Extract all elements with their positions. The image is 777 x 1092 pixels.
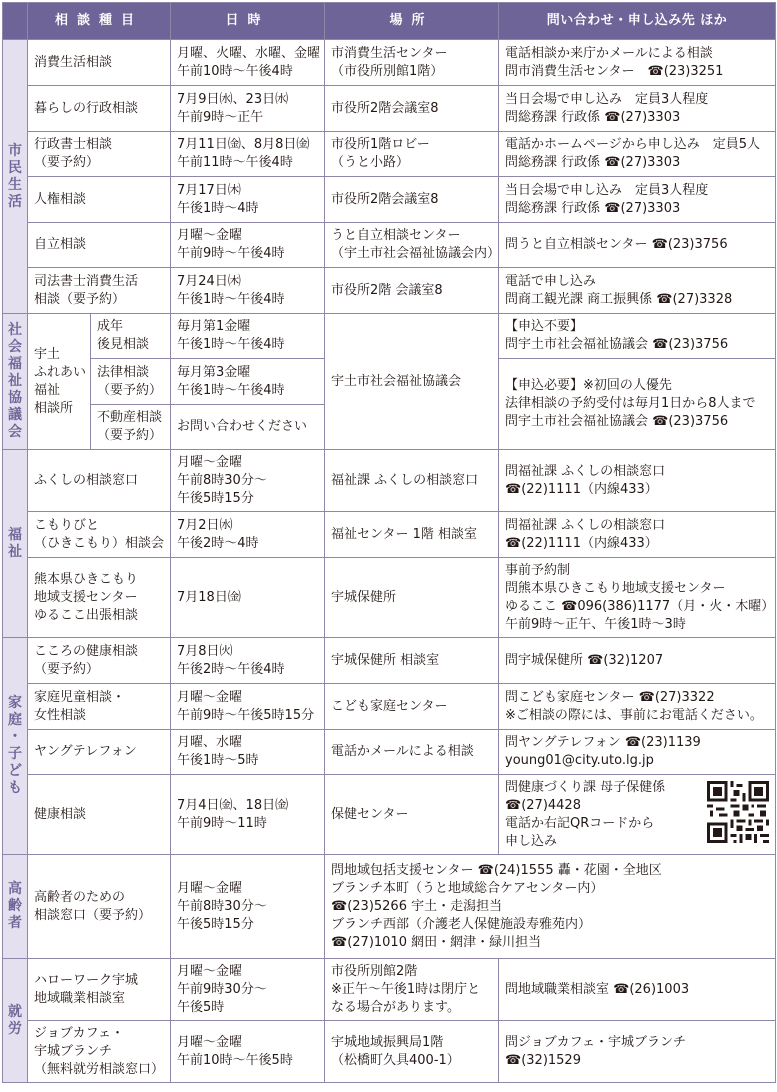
text-line: 7月24日㈭ (177, 273, 241, 289)
text-line: 午前9時～午後4時 (177, 246, 285, 261)
text-line: （要予約） (97, 382, 163, 398)
text-line: 午前9時～午後5時15分 (177, 707, 315, 723)
contact-cell (499, 512, 776, 558)
contact-cell (499, 177, 776, 223)
date-cell (171, 314, 325, 359)
text-line: 市役所別館2階 (331, 963, 418, 979)
text-line: なる場合があります。 (331, 999, 460, 1015)
text-line: 月曜、火曜、水曜、金曜 (177, 45, 321, 61)
text-line: 午後2時～午後4時 (177, 661, 285, 677)
header-date: 日時 (171, 3, 325, 40)
text-line: 福祉課 ふくしの相談窓口 (331, 472, 479, 488)
text-line: （要予約） (34, 155, 100, 170)
text-line: 事前予約制 (505, 562, 571, 578)
category-char: 市 (8, 142, 22, 159)
text-line: 午前10時～午後5時 (177, 1052, 293, 1068)
consultation-schedule (2, 2, 775, 1083)
text-line: 午後1時～午後4時 (177, 337, 285, 352)
category-char: 家 (8, 695, 22, 711)
date-cell (171, 959, 325, 1021)
text-line: 成年 (97, 319, 124, 334)
text-line: 午前10時～午後4時 (177, 63, 293, 79)
text-line: 法律相談 (97, 364, 150, 380)
place-cell (325, 558, 499, 638)
text-line: 問福祉課 ふくしの相談窓口 (505, 463, 666, 479)
table-row (3, 775, 776, 855)
text-line: 熊本県ひきこもり (34, 571, 139, 587)
text-line: お問い合わせください (177, 419, 308, 434)
text-line: 毎月第3金曜 (177, 364, 251, 380)
subject-cell (28, 132, 171, 177)
subject-cell (28, 512, 171, 558)
contact-cell (499, 40, 776, 86)
contact-cell (499, 450, 776, 512)
text-line: 7月11日㈮、8月8日㈮ (177, 137, 310, 152)
text-line: 月曜、水曜 (177, 735, 243, 750)
text-line: 午前8時30分～ (177, 898, 267, 914)
text-line: 午後1時～午後4時 (177, 382, 285, 398)
text-line: ハローワーク宇城 (34, 972, 139, 988)
text-line: 月曜～金曜 (177, 1034, 243, 1050)
text-line: 【申込不要】 (505, 319, 584, 334)
category-char: 協 (8, 390, 22, 406)
date-cell (171, 450, 325, 512)
table-row (3, 638, 776, 684)
text-line: 相談（要予約） (34, 291, 126, 307)
contact-cell (499, 314, 776, 359)
table-row (3, 223, 776, 268)
text-line: 問総務課 行政係 ☎(27)3303 (505, 155, 681, 170)
qr-code-icon[interactable] (707, 781, 769, 843)
text-line: 7月18日㈮ (177, 589, 241, 605)
text-line: 問市消費生活センター ☎(23)3251 (505, 63, 724, 79)
text-line: 市役所1階ロビー (331, 137, 430, 152)
text-line: 市役所2階会議室8 (331, 100, 439, 116)
place-cell (325, 314, 499, 450)
category-char: 社 (8, 322, 22, 338)
text-line: ふくしの相談窓口 (34, 472, 139, 488)
category-char: 者 (8, 915, 22, 931)
text-line: 月曜～金曜 (177, 689, 243, 705)
date-cell (171, 177, 325, 223)
subject-cell (91, 314, 171, 359)
text-line: 電話かホームページから申し込み 定員5人 (505, 137, 761, 152)
text-line: 午後5時 (177, 999, 225, 1015)
place-cell (325, 638, 499, 684)
date-cell (171, 512, 325, 558)
text-line: （うと小路） (331, 155, 410, 170)
text-line[interactable]: young01@city.uto.lg.jp (505, 753, 654, 768)
subject-cell (91, 405, 171, 450)
text-line: 午前11時～午後4時 (177, 155, 293, 170)
contact-cell (499, 132, 776, 177)
text-line: 女性相談 (34, 707, 87, 723)
subject-cell (28, 86, 171, 132)
text-line: 地域職業相談室 (34, 990, 126, 1006)
subject-cell (28, 855, 171, 959)
text-line: 【申込必要】※初回の人優先 (505, 378, 672, 393)
category-char: 労 (8, 1020, 22, 1037)
header-place: 場所 (325, 3, 499, 40)
text-line: 当日会場で申し込み 定員3人程度 (505, 182, 709, 198)
text-line: 午前9時～正午、午後1時～3時 (505, 616, 686, 632)
text-line: 問総務課 行政係 ☎(27)3303 (505, 200, 681, 216)
text-line: 電話相談か来庁かメールによる相談 (505, 45, 713, 61)
subject-cell (28, 450, 171, 512)
text-line: ※ご相談の際には、事前にお電話ください。 (505, 707, 763, 723)
text-line: 午前9時～11時 (177, 815, 267, 831)
text-line: ※正午～午後1時は閉庁と (331, 981, 481, 997)
text-line: 福祉 (34, 382, 61, 398)
category-char: 庭 (8, 712, 22, 728)
category-social-welfare-council (3, 314, 28, 450)
date-cell (171, 1021, 325, 1083)
date-cell (171, 40, 325, 86)
text-line: 電話で申し込み (505, 273, 597, 289)
contact-cell (499, 268, 776, 314)
contact-cell (499, 775, 776, 855)
category-family-children (3, 638, 28, 855)
text-line: ☎(27)4428 (505, 797, 581, 813)
date-cell (171, 405, 325, 450)
text-line: （市役所別館1階） (331, 63, 444, 79)
category-employment (3, 959, 28, 1083)
table-row (3, 86, 776, 132)
subject-cell (91, 359, 171, 405)
text-line: 電話か右記QRコードから (505, 815, 655, 831)
text-line: 不動産相談 (97, 410, 163, 425)
text-line: 7月9日㈬、23日㈬ (177, 91, 289, 107)
category-char: 祉 (8, 543, 22, 560)
text-line: （無料就労相談窓口） (34, 1061, 165, 1077)
text-line: 月曜～金曜 (177, 228, 243, 243)
place-cell (325, 1021, 499, 1083)
category-elderly (3, 855, 28, 959)
subject-cell (28, 638, 171, 684)
subject-cell (28, 268, 171, 314)
text-line: 市消費生活センター (331, 45, 448, 61)
place-cell (325, 40, 499, 86)
text-line: 問宇土市社会福祉協議会 ☎(23)3756 (505, 337, 729, 352)
text-line: ゆるここ ☎096(386)1177（月・火・木曜） (505, 598, 775, 614)
table-row (3, 512, 776, 558)
text-line: 自立相談 (34, 237, 87, 252)
table-row (3, 730, 776, 775)
place-cell (325, 730, 499, 775)
category-char: ・ (8, 729, 22, 745)
table-row (3, 177, 776, 223)
text-line: ヤングテレフォン (34, 744, 137, 759)
category-char: 活 (8, 193, 22, 210)
text-line: 相談所 (34, 400, 74, 416)
date-cell (171, 730, 325, 775)
text-line: 午後5時15分 (177, 490, 254, 506)
text-line: 問熊本県ひきこもり地域支援センター (505, 580, 726, 596)
date-cell (171, 775, 325, 855)
text-line: 申し込み (505, 833, 558, 849)
text-line: 午前8時30分～ (177, 472, 267, 488)
text-line: 暮らしの行政相談 (34, 100, 139, 116)
text-line: こもりびと (34, 517, 100, 533)
contact-cell (499, 730, 776, 775)
header-contact: 問い合わせ・申し込み先 ほか (499, 3, 776, 40)
text-line: 午後1時～4時 (177, 200, 259, 216)
text-line: 宇土市社会福祉協議会 (331, 373, 462, 389)
text-line: ジョブカフェ・ (34, 1025, 124, 1041)
text-line: こども家庭センター (331, 698, 448, 714)
table-row (3, 268, 776, 314)
contact-cell (499, 558, 776, 638)
text-line: （松橋町久具400-1） (331, 1052, 460, 1068)
text-line: 電話かメールによる相談 (331, 744, 474, 759)
contact-cell (499, 959, 776, 1021)
contact-cell (499, 638, 776, 684)
text-line: 福祉センター 1階 相談室 (331, 526, 478, 542)
subject-cell (28, 775, 171, 855)
text-line: うと自立相談センター (331, 228, 461, 243)
date-cell (171, 558, 325, 638)
place-cell (325, 132, 499, 177)
table-row (3, 558, 776, 638)
subject-cell (28, 1021, 171, 1083)
date-cell (171, 132, 325, 177)
contact-cell (499, 86, 776, 132)
text-line: 法律相談の予約受付は毎月1日から8人まで (505, 396, 756, 411)
text-line: ☎(23)5266 宇土・走潟担当 (331, 898, 503, 914)
text-line: （要予約） (34, 661, 100, 677)
place-cell (325, 512, 499, 558)
text-line: 高齢者のための (34, 889, 126, 905)
text-line: 問地域職業相談室 ☎(26)1003 (505, 981, 690, 997)
contact-cell (499, 684, 776, 730)
category-char: ど (8, 763, 22, 779)
date-cell (171, 223, 325, 268)
subject-cell (28, 730, 171, 775)
table-row (3, 1021, 776, 1083)
text-line: 宇城保健所 (331, 589, 397, 605)
text-line: （要予約） (97, 428, 163, 443)
text-line: 問ジョブカフェ・宇城ブランチ (505, 1034, 686, 1050)
table-row (3, 959, 776, 1021)
place-cell (325, 177, 499, 223)
contact-cell (499, 1021, 776, 1083)
contact-cell (499, 223, 776, 268)
fureai-group-label (28, 314, 91, 450)
text-line: 健康相談 (34, 806, 87, 822)
text-line: 宇城ブランチ (34, 1043, 113, 1059)
place-cell (325, 223, 499, 268)
subject-cell (28, 223, 171, 268)
category-char: 会 (8, 424, 22, 440)
text-line: ☎(22)1111（内線433） (505, 535, 658, 551)
text-line: 午前9時30分～ (177, 981, 267, 997)
date-cell (171, 684, 325, 730)
subject-cell (28, 558, 171, 638)
text-line: 月曜～金曜 (177, 454, 243, 470)
text-line: 行政書士相談 (34, 137, 113, 152)
date-cell (171, 638, 325, 684)
text-line: 毎月第1金曜 (177, 319, 251, 334)
category-char: も (8, 780, 22, 796)
text-line: 問地域包括支援センター ☎(24)1555 轟・花園・全地区 (331, 862, 662, 878)
text-line: 月曜～金曜 (177, 880, 243, 896)
date-cell (171, 855, 325, 959)
text-line: 月曜～金曜 (177, 963, 243, 979)
category-char: 議 (8, 407, 22, 423)
subject-cell (28, 40, 171, 86)
text-line: 消費生活相談 (34, 54, 113, 70)
text-line: ☎(27)1010 網田・網津・緑川担当 (331, 934, 542, 950)
text-line: 7月2日㈬ (177, 517, 233, 533)
text-line: 市役所2階 会議室8 (331, 282, 443, 298)
category-welfare (3, 450, 28, 638)
text-line: 家庭児童相談・ (34, 689, 126, 705)
text-line: ☎(32)1529 (505, 1052, 581, 1068)
category-char: 民 (8, 159, 22, 176)
text-line: ☎(22)1111（内線433） (505, 481, 658, 497)
date-cell (171, 268, 325, 314)
place-cell (325, 86, 499, 132)
text-line: 7月17日㈭ (177, 182, 241, 198)
subject-cell (28, 959, 171, 1021)
text-line: 午後5時15分 (177, 916, 254, 932)
date-cell (171, 359, 325, 405)
table-row (3, 40, 776, 86)
text-line: 問健康づくり課 母子保健係 (505, 779, 666, 795)
category-char: 齢 (8, 898, 22, 914)
text-line: 宇城保健所 相談室 (331, 652, 440, 668)
place-cell (325, 684, 499, 730)
text-line: ゆるここ出張相談 (34, 607, 139, 623)
text-line: 午後1時～5時 (177, 753, 259, 768)
table-row (3, 684, 776, 730)
text-line: 当日会場で申し込み 定員3人程度 (505, 91, 709, 107)
place-cell (325, 450, 499, 512)
contact-cell (499, 359, 776, 450)
place-cell (325, 959, 499, 1021)
text-line: 問総務課 行政係 ☎(27)3303 (505, 109, 681, 125)
text-line: 問宇土市社会福祉協議会 ☎(23)3756 (505, 414, 729, 429)
date-cell (171, 86, 325, 132)
text-line: こころの健康相談 (34, 643, 139, 659)
text-line: 人権相談 (34, 191, 87, 207)
table-header (3, 3, 776, 40)
table-row (3, 855, 776, 959)
text-line: 宇土 (34, 346, 61, 362)
text-line: 市役所2階会議室8 (331, 191, 439, 207)
text-line: 宇城地域振興局1階 (331, 1034, 444, 1050)
text-line: 地域支援センター (34, 589, 138, 605)
text-line: 問ヤングテレフォン ☎(23)1139 (505, 735, 701, 750)
category-char: 就 (8, 1003, 22, 1020)
text-line: 午後1時～午後4時 (177, 291, 285, 307)
category-char: 子 (8, 746, 22, 762)
header-subject: 相談種目 (28, 3, 171, 40)
text-line: 午後2時～4時 (177, 535, 259, 551)
place-cell (325, 268, 499, 314)
table-row (3, 314, 776, 359)
text-line: （ひきこもり）相談会 (34, 535, 165, 551)
text-line: 午前9時～正午 (177, 109, 264, 125)
text-line: 後見相談 (97, 337, 150, 352)
category-char: 高 (8, 881, 22, 897)
place-cell (325, 775, 499, 855)
text-line: 問うと自立相談センター ☎(23)3756 (505, 237, 728, 252)
category-char: 福 (8, 356, 22, 372)
consultation-table (2, 2, 776, 1083)
text-line: ブランチ西部（介護老人保健施設寿雅苑内） (331, 916, 592, 932)
category-citizen-life (3, 40, 28, 314)
table-row (3, 132, 776, 177)
text-line: （宇土市社会福祉協議会内） (331, 246, 501, 261)
text-line: 相談窓口（要予約） (34, 907, 152, 923)
text-line: 司法書士消費生活 (34, 273, 139, 289)
category-char: 生 (8, 176, 22, 193)
text-line: 保健センター (331, 806, 409, 822)
text-line: 問福祉課 ふくしの相談窓口 (505, 517, 666, 533)
text-line: 問商工観光課 商工振興係 ☎(27)3328 (505, 291, 733, 307)
category-char: 祉 (8, 373, 22, 389)
text-line: ブランチ本町（うと地域総合ケアセンター内） (331, 880, 604, 896)
text-line: 7月4日㈮、18日㈮ (177, 797, 289, 813)
text-line: 問こども家庭センター ☎(27)3322 (505, 689, 715, 705)
text-line: 7月8日㈫ (177, 643, 233, 659)
subject-cell (28, 684, 171, 730)
place-cell (325, 855, 776, 959)
table-row (3, 450, 776, 512)
category-char: 会 (8, 339, 22, 355)
category-char: 福 (8, 526, 22, 543)
text-line: ふれあい (34, 364, 87, 380)
subject-cell (28, 177, 171, 223)
text-line: 問宇城保健所 ☎(32)1207 (505, 652, 664, 668)
